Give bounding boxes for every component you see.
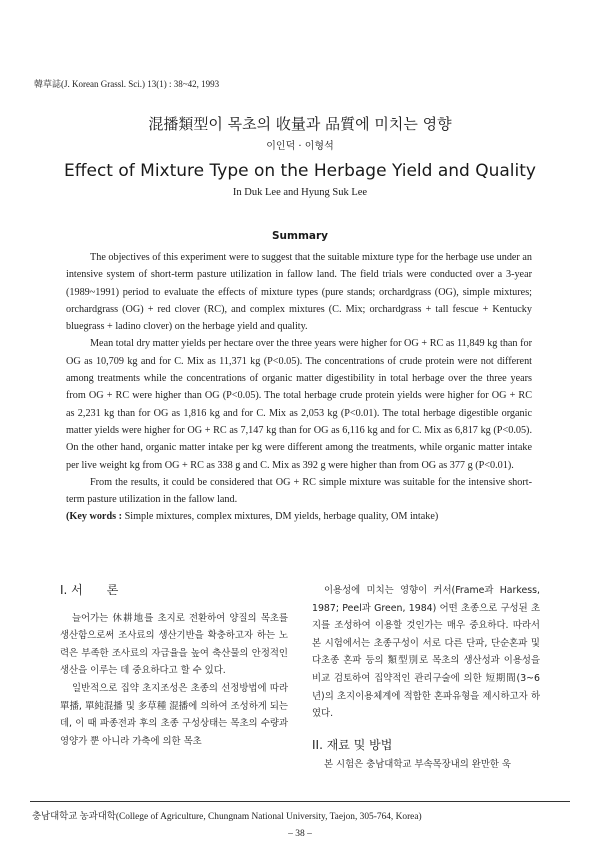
keywords-text: Simple mixtures, complex mixtures, DM yields, herbage quality, OM intake) (122, 511, 439, 523)
right-column (312, 582, 540, 774)
footnote-divider (30, 801, 570, 802)
abstract-paragraph: From the results, it could be considered that OG + RC simple mixture was suitable for the intensive short-term pasture utilization in the fallow land. (66, 476, 532, 506)
english-authors: In Duk Lee and Hyung Suk Lee (232, 187, 368, 198)
page-number: – 38 – (288, 829, 312, 839)
keywords-label: (Key words : (66, 511, 123, 523)
summary-heading: Summary (271, 230, 329, 242)
abstract (66, 249, 532, 526)
keywords (66, 508, 532, 525)
journal-reference: 韓草誌(J. Korean Grassl. Sci.) 13(1) : 38~42, 1993 (34, 79, 220, 89)
affiliation-footnote: 충남대학교 농과대학(College of Agriculture, Chungnam National University, Taejon, 305-764, Korea) (32, 812, 422, 822)
abstract-paragraph: The objectives of this experiment were to suggest that the suitable mixture type for the herbage use under an intensive system of short-term pasture utilization in fallow land. The field trials were conducted over a 3-year (1989~1991) period to evaluate the effects of mixture types (pure stands; orchardgrass (OG), simple mixtures; orchardgrass (OG) + red clover (RC), and complex mixtures (C. Mix; orchardgrass + tall fescue + Kentucky bluegrass + ladino clover) on the herbage yield and quality. (66, 252, 532, 333)
body-paragraph: 늘어가는 休耕地를 초지로 전환하여 양질의 목초를 생산함으로써 조사료의 생산기반을 확충하고자 하는 노력은 부족한 조사료의 자급율을 높여 축산물의 안정적인 생산을 이루는 데 중요하다고 할 수 있다. (60, 612, 288, 677)
introduction-heading: I. 서 론 (60, 583, 119, 597)
korean-title: 混播類型이 목초의 收量과 品質에 미치는 영향 (148, 115, 452, 133)
methods-heading: II. 재료 및 방법 (312, 737, 393, 752)
body-paragraph: 일반적으로 집약 초지조성은 초종의 선정방법에 따라 單播, 單純混播 및 多草種 混播에 의하여 조성하게 되는데, 이 때 파종전과 후의 초종 구성상태는 목초의 수량과 영양가 뿐 아니라 가축에 의한 목초 (60, 682, 288, 747)
english-title: Effect of Mixture Type on the Herbage Yield and Quality (64, 161, 536, 181)
left-column (60, 582, 288, 750)
korean-authors: 이인덕 · 이형석 (266, 141, 334, 152)
body-paragraph: 이용성에 미치는 영향이 커서(Frame과 Harkess, 1987; Peel과 Green, 1984) 어떤 초종으로 구성된 초지를 조성하여 이용할 것인가는 매우 중요하다. 따라서 본 시험에서는 초종구성이 서로 다른 단파, 단순혼파 및 다초종 혼파 등의 類型別로 목초의 생산성과 이용성을 비교 검토하여 집약적인 관리구술에 의한 短期間(3~6년)의 초지이용체계에 적합한 혼파유형을 제시하고자 하였다. (312, 585, 540, 720)
body-paragraph: 본 시험은 충남대학교 부속목장내의 완만한 욱 (324, 759, 511, 771)
abstract-paragraph: Mean total dry matter yields per hectare over the three years were higher for OG + RC as 11,849 kg than for OG as 10,709 kg and for C. Mix as 11,371 kg (P<0.05). The concentrations of crude protein were not different among treatments while the concentrations of organic matter digestibility in total herbage over the three years from OG + RC were higher than OG (P<0.05). The total herbage crude protein yields were higher for OG + RC as 2,231 kg than for OG as 1,816 kg and for C. Mix as 2,053 kg (P<0.01). The total herbage digestible organic matter yields were higher for OG + RC as 7,147 kg than for OG as 6,116 kg and for C. Mix as 6,817 kg (P<0.05). On the other hand, organic matter intake per kg were different among the treatments, while organic matter intake per live weight kg from OG + RC as 338 g and C. Mix as 392 g were higher than from OG as 377 g (P<0.01). (66, 338, 532, 471)
